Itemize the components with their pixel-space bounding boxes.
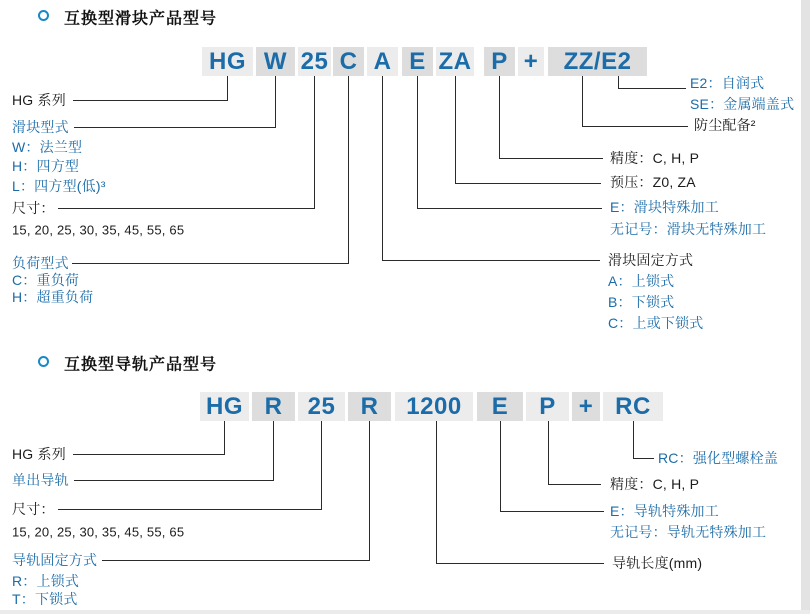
rail-code-token-size: 25 bbox=[298, 392, 345, 421]
slider-label-accuracy: 精度：C, H, P bbox=[610, 150, 700, 166]
rail-code-token-fix: R bbox=[348, 392, 391, 421]
slider-label-special-none: 无记号：滑块无特殊加工 bbox=[610, 221, 767, 237]
connector-rail-1200 bbox=[437, 421, 605, 564]
rail-label-special: E：导轨特殊加工 bbox=[610, 503, 719, 519]
slider-code-token-size: 25 bbox=[298, 47, 331, 76]
slider-code-token-p: P bbox=[484, 47, 515, 76]
slider-section-title: 互换型滑块产品型号 bbox=[64, 10, 218, 28]
slider-label-dust-se: SE：金属端盖式 bbox=[690, 96, 795, 112]
rail-label-rail-length: 导轨长度(mm) bbox=[612, 555, 703, 571]
slider-label-preload: 预压：Z0, ZA bbox=[610, 174, 696, 190]
connector-slider-za bbox=[456, 76, 602, 184]
page-edge-right bbox=[801, 0, 810, 614]
connector-rail-25 bbox=[58, 421, 322, 510]
rail-label-series: HG 系列 bbox=[12, 446, 66, 462]
slider-label-fixing-c: C：上或下锁式 bbox=[608, 315, 704, 331]
slider-label-load-h: H：超重负荷 bbox=[12, 289, 94, 305]
rail-label-fixing: 导轨固定方式 bbox=[12, 552, 98, 568]
connector-slider-w bbox=[74, 76, 276, 128]
slider-code-token-w: W bbox=[256, 47, 295, 76]
rail-label-special-none: 无记号：导轨无特殊加工 bbox=[610, 524, 767, 540]
slider-label-series: HG 系列 bbox=[12, 92, 66, 108]
rail-code-token-p: P bbox=[526, 392, 569, 421]
connector-slider-e bbox=[418, 76, 603, 209]
rail-label-fixing-r: R：上锁式 bbox=[12, 573, 80, 589]
slider-code-token-hg: HG bbox=[202, 47, 253, 76]
rail-code-token-r: R bbox=[252, 392, 295, 421]
section-bullet-icon bbox=[38, 10, 49, 21]
connector-rail-rc bbox=[634, 421, 655, 459]
slider-code-token-zze2: ZZ/E2 bbox=[548, 47, 647, 76]
rail-section-title: 互换型导轨产品型号 bbox=[64, 356, 218, 374]
rail-code-token-rc: RC bbox=[603, 392, 663, 421]
rail-label-rail-type: 单出导轨 bbox=[12, 472, 69, 488]
rail-code-token-plus: + bbox=[572, 392, 600, 421]
rail-code-token-hg: HG bbox=[200, 392, 249, 421]
slider-label-block-type-w: W：法兰型 bbox=[12, 139, 83, 155]
connector-slider-e2 bbox=[619, 76, 687, 89]
connector-rail-p bbox=[549, 421, 602, 485]
rail-label-bolt-cap: RC：强化型螺栓盖 bbox=[658, 450, 779, 466]
page-edge-bottom bbox=[0, 610, 810, 614]
slider-label-fixing: 滑块固定方式 bbox=[608, 252, 694, 268]
slider-label-fixing-b: B：下锁式 bbox=[608, 294, 675, 310]
slider-label-dust-e2: E2：自润式 bbox=[690, 75, 765, 91]
connector-rail-r bbox=[74, 421, 274, 481]
connector-rail-hg bbox=[73, 421, 225, 455]
slider-label-dust-title: 防尘配备² bbox=[694, 117, 756, 133]
connector-slider-p bbox=[500, 76, 604, 159]
slider-label-load-c: C：重负荷 bbox=[12, 272, 80, 288]
rail-label-size-values: 15, 20, 25, 30, 35, 45, 55, 65 bbox=[12, 524, 185, 540]
slider-label-size-title: 尺寸： bbox=[12, 200, 55, 216]
slider-code-token-plus: + bbox=[518, 47, 544, 76]
slider-code-token-load: C bbox=[333, 47, 364, 76]
slider-label-load-type: 负荷型式 bbox=[12, 255, 69, 271]
slider-label-block-type: 滑块型式 bbox=[12, 119, 69, 135]
connector-rail-e bbox=[501, 421, 605, 512]
slider-code-token-e: E bbox=[402, 47, 433, 76]
connector-slider-hg bbox=[73, 76, 228, 101]
rail-code-token-length: 1200 bbox=[395, 392, 473, 421]
section-bullet-icon bbox=[38, 356, 49, 367]
connector-slider-zz bbox=[583, 76, 689, 127]
slider-label-block-type-l: L：四方型(低)³ bbox=[12, 178, 106, 194]
slider-code-token-za: ZA bbox=[436, 47, 474, 76]
rail-code-token-e: E bbox=[477, 392, 523, 421]
slider-label-block-type-h: H：四方型 bbox=[12, 158, 80, 174]
rail-label-accuracy: 精度：C, H, P bbox=[610, 476, 700, 492]
connector-rail-r2 bbox=[102, 421, 370, 561]
rail-label-fixing-t: T：下锁式 bbox=[12, 591, 78, 607]
rail-label-size-title: 尺寸： bbox=[12, 501, 55, 517]
slider-code-token-fix: A bbox=[367, 47, 398, 76]
slider-label-size-values: 15, 20, 25, 30, 35, 45, 55, 65 bbox=[12, 222, 185, 238]
connector-slider-a bbox=[383, 76, 601, 261]
slider-label-special: E：滑块特殊加工 bbox=[610, 199, 719, 215]
slider-label-fixing-a: A：上锁式 bbox=[608, 273, 675, 289]
